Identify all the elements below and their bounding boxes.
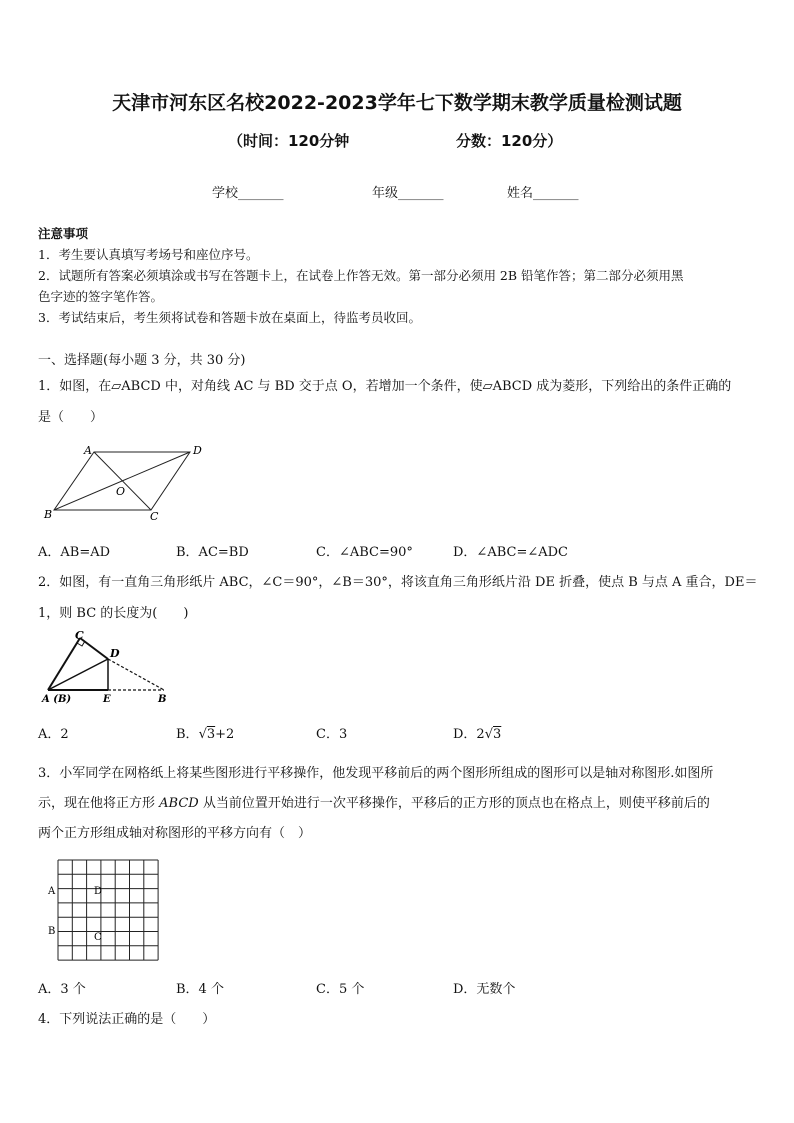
q2-option-d	[453, 723, 501, 742]
q3-line2-end: 从当前位置开始进行一次平移操作，平移后的正方形的顶点也在格点上，则使平移前后的	[198, 796, 710, 811]
q1-label-c: C	[150, 510, 159, 523]
notes-heading: 注意事项	[38, 226, 89, 241]
q1-option-b: B．AC=BD	[176, 545, 249, 560]
exam-score: 分数：120分）	[456, 132, 563, 150]
q2-line1: 2．如图，有一直角三角形纸片 ABC，∠C＝90°，∠B＝30°，将该直角三角形纸片沿 DE 折叠，使点 B 与点 A 重合，DE＝	[38, 575, 758, 590]
q3-label-a: A	[48, 886, 56, 897]
grade-field: 年级_______	[372, 186, 444, 201]
q3-option-d: D．无数个	[453, 982, 516, 997]
notes-item-3: 3．考试结束后，考生须将试卷和答题卡放在桌面上，待监考员收回。	[38, 310, 421, 325]
q3-grid-figure	[44, 858, 164, 964]
q2-option-d-radicand: 3	[493, 727, 502, 742]
q2-option-c: C．3	[316, 727, 348, 742]
q2-line2: 1，则 BC 的长度为( )	[38, 606, 189, 621]
q2-label-ab: A (B)	[42, 694, 72, 705]
q3-option-c: C．5 个	[316, 982, 365, 997]
q2-dashed-db	[108, 659, 164, 690]
q3-label-d: D	[94, 886, 103, 897]
q1-label-a: A	[84, 444, 92, 457]
q3-label-c: C	[94, 932, 102, 943]
sqrt-icon: √	[484, 727, 493, 742]
q2-option-d-prefix: D．2	[453, 727, 485, 742]
q3-line3: 两个正方形组成轴对称图形的平移方向有（ ）	[38, 826, 312, 841]
q2-option-b	[176, 723, 234, 742]
q3-option-a: A．3 个	[38, 982, 86, 997]
notes-item-1: 1．考生要认真填写考场号和座位序号。	[38, 247, 259, 262]
notes-item-2-cont: 色字迹的签字笔作答。	[38, 289, 164, 304]
q3-line2	[38, 792, 710, 811]
notes-item-2: 2．试题所有答案必须填涂或书写在答题卡上，在试卷上作答无效。第一部分必须用 2B 铅笔作答；第二部分必须用黑	[38, 268, 684, 283]
q3-grid	[58, 860, 158, 960]
q1-line1: 1．如图，在▱ABCD 中，对角线 AC 与 BD 交于点 O，若增加一个条件，使▱ABCD 成为菱形，下列给出的条件正确的	[38, 379, 732, 394]
name-field: 姓名_______	[507, 186, 579, 201]
section-heading: 一、选择题(每小题 3 分，共 30 分)	[38, 353, 246, 368]
q2-label-d: D	[110, 647, 120, 660]
q1-parallelogram-figure	[36, 440, 216, 525]
q1-label-b: B	[44, 508, 53, 521]
exam-title: 天津市河东区名校2022-2023学年七下数学期末教学质量检测试题	[112, 92, 682, 114]
q1-label-o: O	[116, 485, 126, 498]
q2-label-b: B	[158, 694, 167, 705]
q3-line2-start: 示，现在他将正方形	[38, 796, 160, 811]
q2-side-cd	[80, 638, 108, 659]
q2-option-b-suffix: +2	[215, 727, 235, 742]
q1-line2: 是（ ）	[38, 410, 104, 425]
q1-label-d: D	[193, 444, 202, 457]
q1-option-d: D．∠ABC=∠ADC	[453, 545, 568, 560]
q2-option-b-prefix: B．	[176, 727, 199, 742]
q3-label-b: B	[48, 926, 56, 937]
q2-option-b-radicand: 3	[206, 727, 216, 742]
q2-label-e: E	[103, 694, 111, 705]
q3-line1: 3．小军同学在网格纸上将某些图形进行平移操作，他发现平移前后的两个图形所组成的图形可以是轴对称图形.如图所	[38, 766, 714, 781]
q1-option-c: C．∠ABC=90°	[316, 545, 413, 560]
q4-line1: 4．下列说法正确的是（ ）	[38, 1012, 216, 1027]
q2-option-a: A．2	[38, 727, 69, 742]
q2-label-c: C	[75, 629, 84, 642]
sqrt-icon: √	[198, 727, 207, 742]
q3-square-name: ABCD	[159, 796, 199, 811]
school-field: 学校_______	[212, 186, 284, 201]
q1-option-a: A．AB=AD	[38, 545, 111, 560]
q3-option-b: B．4 个	[176, 982, 224, 997]
q2-triangle-figure	[36, 628, 176, 708]
exam-time: （时间：120分钟	[228, 132, 350, 150]
